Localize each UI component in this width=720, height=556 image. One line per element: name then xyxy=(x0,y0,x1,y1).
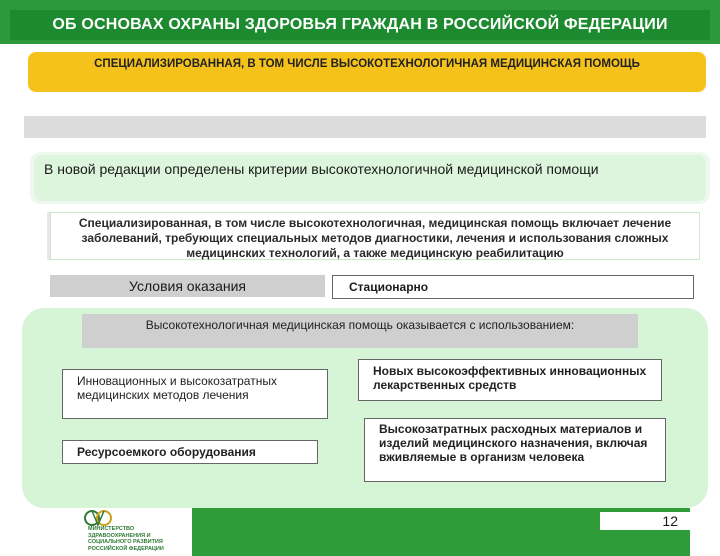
conditions-label: Условия оказания xyxy=(50,275,325,297)
divider-bar xyxy=(24,116,706,138)
page-title: ОБ ОСНОВАХ ОХРАНЫ ЗДОРОВЬЯ ГРАЖДАН В РОССИЙСКОЙ ФЕДЕРАЦИИ xyxy=(10,10,710,40)
usage-item-innovative-methods: Инновационных и высокозатратных медицинских методов лечения xyxy=(62,369,328,419)
usage-item-consumables: Высокозатратных расходных материалов и изделий медицинского назначения, включая вживляемые в организм человека xyxy=(364,418,666,482)
usage-item-equipment: Ресурсоемкого оборудования xyxy=(62,440,318,464)
ministry-logo-text: МИНИСТЕРСТВО ЗДРАВООХРАНЕНИЯ И СОЦИАЛЬНОГО РАЗВИТИЯ РОССИЙСКОЙ ФЕДЕРАЦИИ xyxy=(88,526,164,552)
usage-title: Высокотехнологичная медицинская помощь оказывается с использованием: xyxy=(82,314,638,348)
page-number: 12 xyxy=(600,512,690,530)
conditions-value: Стационарно xyxy=(332,275,694,299)
criteria-box: В новой редакции определены критерии высокотехнологичной медицинской помощи xyxy=(34,155,706,201)
section-banner: СПЕЦИАЛИЗИРОВАННАЯ, В ТОМ ЧИСЛЕ ВЫСОКОТЕХНОЛОГИЧНАЯ МЕДИЦИНСКАЯ ПОМОЩЬ xyxy=(28,52,706,92)
usage-item-new-drugs: Новых высокоэффективных инновационных лекарственных средств xyxy=(358,359,662,401)
includes-box: Специализированная, в том числе высокотехнологичная, медицинская помощь включает лечение заболеваний, требующих специальных методов диагностики, лечения и использования сложных медицинских технологий, а также медицинскую реабилитацию xyxy=(50,212,700,260)
emblem-icon xyxy=(82,508,116,528)
